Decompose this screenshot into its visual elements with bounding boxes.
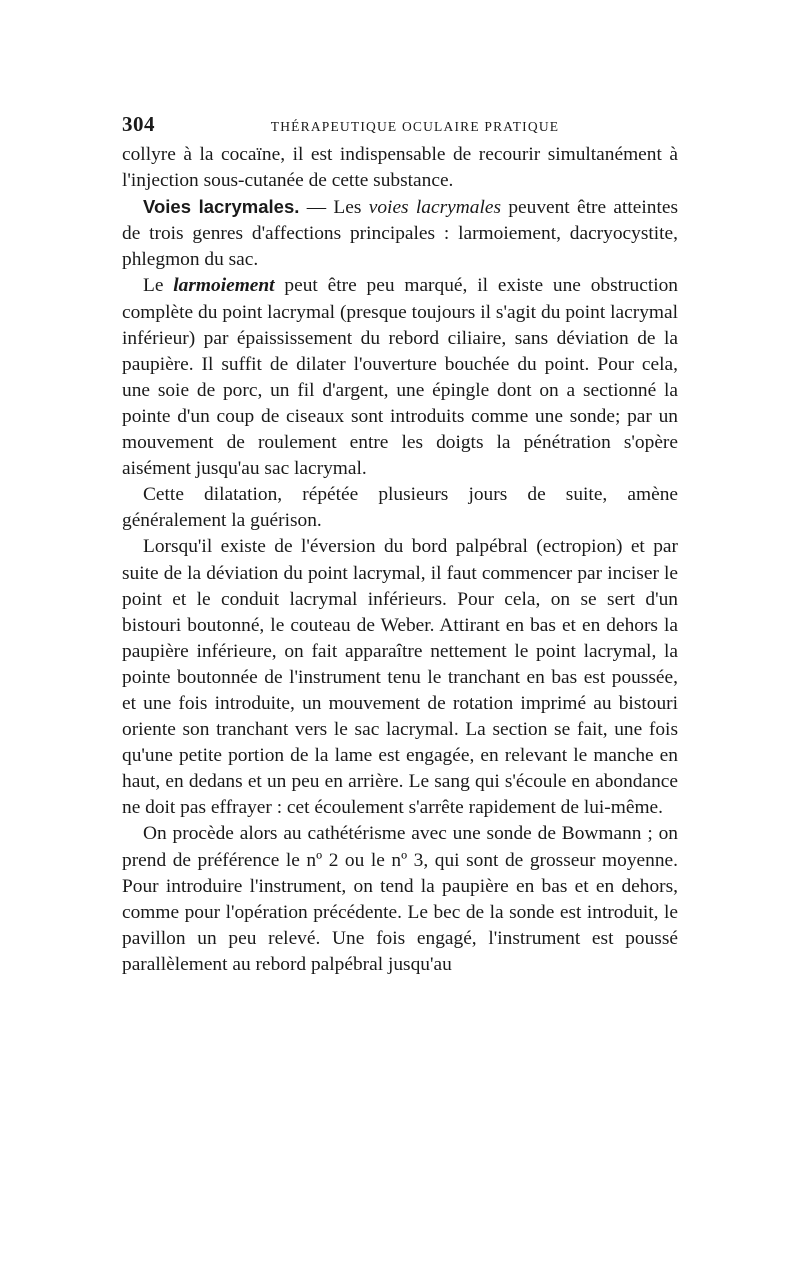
- paragraph-continuation: collyre à la cocaïne, il est indispensable de recourir simultanément à l'injection sous-cutanée de cette substance.: [122, 144, 678, 192]
- paragraph-voies-lacrymales: [122, 194, 678, 273]
- paragraph-lead: Le: [143, 275, 174, 297]
- paragraph-catheterisme: On procède alors au cathétérisme avec une sonde de Bowmann ; on prend de préférence le nº 2 ou le nº 3, qui sont de grosseur moyenne. Pour introduire l'instrument, on tend la paupière en bas et en dehors, comme pour l'opération précédente. Le bec de la sonde est introduit, le pavillon un peu relevé. Une fois engagé, l'instrument est poussé parallèlement au rebord palpébral jusqu'au: [122, 823, 678, 975]
- paragraph-text: peut être peu marqué, il existe une obstruction complète du point lacrymal (presque toujours il s'agit du point lacrymal inférieur) par épaississement du rebord ciliaire, sans déviation de la paupière. Il suffit de dilater l'ouverture bouchée du point. Pour cela, une soie de porc, un fil d'argent, une épingle dont on a sectionné la pointe d'un coup de ciseaux sont introduits comme une sonde; par un mouvement de roulement entre les doigts la pénétration s'opère aisément jusqu'au sac lacrymal.: [122, 275, 678, 480]
- italic-term: voies lacrymales: [368, 197, 501, 219]
- book-page: [122, 112, 678, 978]
- page-number: 304: [122, 112, 155, 136]
- dash-text: — Les: [299, 197, 369, 219]
- body-text: [122, 142, 678, 978]
- paragraph-text: peuvent être atteintes de trois genres d'affections principales : larmoiement, dacryocystite, phlegmon du sac.: [122, 197, 678, 271]
- paragraph-ectropion: Lorsqu'il existe de l'éversion du bord palpébral (ectropion) et par suite de la déviation du point lacrymal, il faut commencer par inciser le point et le conduit lacrymal inférieurs. Pour cela, on se sert d'un bistouri boutonné, le couteau de Weber. Attirant en bas et en dehors la paupière inférieure, on fait apparaître nettement le point lacrymal, la pointe boutonnée de l'instrument tenu le tranchant en bas est poussée, et une fois introduite, un mouvement de rotation imprimé au bistouri oriente son tranchant vers le sac lacrymal. La section se fait, une fois qu'une petite portion de la lame est engagée, en relevant le manche en haut, en dedans et un peu en arrière. Le sang qui s'écoule en abondance ne doit pas effrayer : cet écoulement s'arrête rapidement de lui-même.: [122, 536, 678, 819]
- page-header: [122, 112, 678, 142]
- paragraph-larmoiement: [122, 273, 678, 482]
- paragraph-dilatation: Cette dilatation, répétée plusieurs jours de suite, amène généralement la guérison.: [122, 484, 678, 532]
- section-heading: Voies lacrymales.: [143, 196, 300, 218]
- running-head: THÉRAPEUTIQUE OCULAIRE PRATIQUE: [270, 119, 560, 134]
- emphasized-term: larmoiement: [173, 275, 275, 297]
